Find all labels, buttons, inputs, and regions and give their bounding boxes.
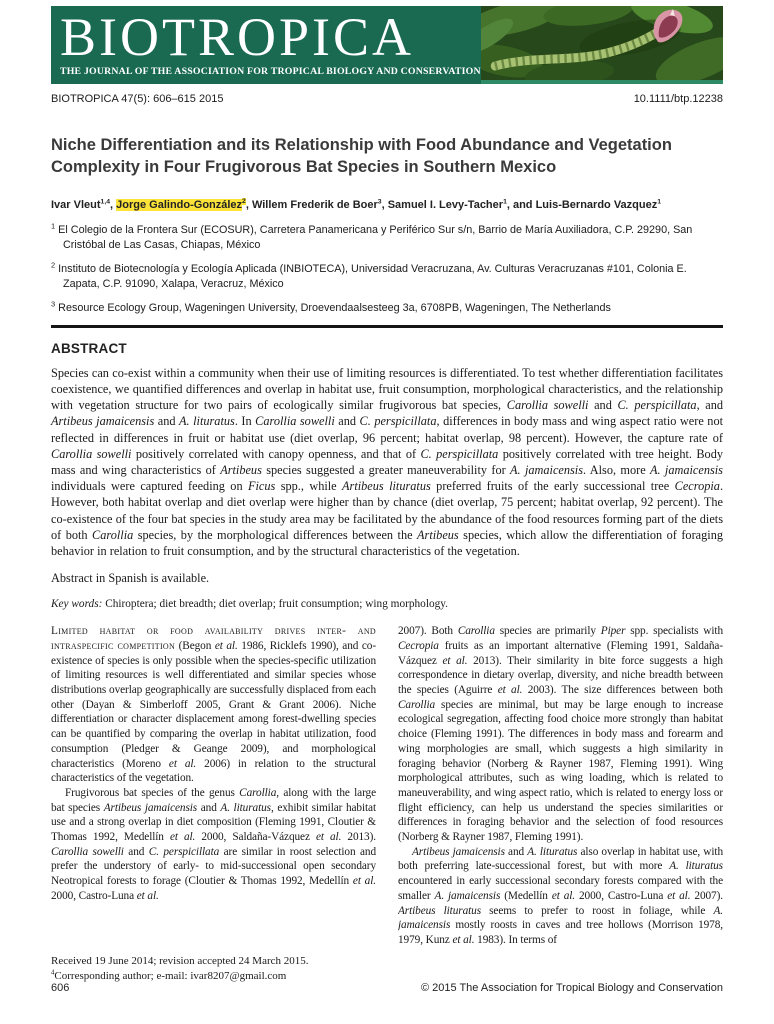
affiliation-text: Instituto de Biotecnología y Ecología Aplicada (INBIOTECA), Universidad Veracruzana, Av. Culturas Veracruzanas #101, Colonia E. Zapata, C.P. 91090, Xalapa, Veracruz, México <box>58 262 687 291</box>
journal-logo-tagline: THE JOURNAL OF THE ASSOCIATION FOR TROPICAL BIOLOGY AND CONSERVATION <box>60 66 481 77</box>
affiliation-text: Resource Ecology Group, Wageningen University, Droevendaalsesteeg 3a, 6708PB, Wageningen, The Netherlands <box>58 302 611 315</box>
left-column <box>51 624 376 984</box>
article-title: Niche Differentiation and its Relationship with Food Abundance and Vegetation Complexity in Four Frugivorous Bat Species in Southern Mexico <box>51 136 672 176</box>
journal-banner <box>51 6 723 84</box>
affiliation-1 <box>51 220 723 254</box>
author-line: Ivar Vleut$^{1,4}$, Jorge Galindo-González$^2$, Willem Frederik de Boer$^3$, Samuel I. Levy-Tacher$^1$, and Luis-Bernardo Vazquez$^1$ <box>51 197 662 211</box>
received-note: Received 19 June 2014; revision accepted 24 March 2015. <box>51 955 309 968</box>
affiliation-text: El Colegio de la Frontera Sur (ECOSUR), Carretera Panamericana y Periférico Sur s/n, Barrio de María Auxiliadora, C.P. 29290, San Cristóbal de Las Casas, Chiapas, México <box>58 223 693 252</box>
journal-meta-row <box>51 93 723 105</box>
affiliation-number: 3 <box>51 299 56 309</box>
body-paragraph: Artibeus jamaicensis and A. lituratus also overlap in habitat use, with both preferring late-successional forest, but with more A. lituratus encountered in early successional secondary forests compared with the smaller A. jamaicensis (Medellín et al. 2000, Castro-Luna et al. 2007). Artibeus lituratus seems to prefer to roost in foliage, while A. jamaicensis mostly roosts in caves and tree hollows (Morrison 1978, 1979, Kunz et al. 1983). In terms of <box>398 845 723 946</box>
keywords-label: Key words: <box>51 598 103 611</box>
page-number: 606 <box>51 982 70 994</box>
body-paragraph: 2007). Both Carollia species are primarily Piper spp. specialists with Cecropia fruits as an important alternative (Fleming 1991, Saldaña-Vázquez et al. 2013). Their similarity in bite force suggests a high correspondence in dietary overlap, diversity, and niche breadth between the species (Aguirre et al. 2003). The size differences between both Carollia species are minimal, but may be large enough to increase ecological segregation, affecting food choice more strongly than habitat choice (Fleming 1991). The differences in body mass and forearm and wing morphologies are small, which suggests a high similarity in foraging behavior (Norberg & Rayner 1987, Fleming 1991). Wing morphological attributes, such as wing loading, which is related to maneuverability, and wing aspect ratio, which is related to energy loss or flight efficiency, can help us understand the species similarities or differences in foraging behavior and the selection of food resources (Norberg & Rayner 1987, Fleming 1991). <box>398 625 723 844</box>
affiliations <box>51 220 723 317</box>
page-footer <box>51 982 723 994</box>
snake-illustration <box>481 6 723 84</box>
spanish-abstract-note: Abstract in Spanish is available. <box>51 571 210 586</box>
corresponding-author-note: $^4$Corresponding author; e-mail: ivar8207@gmail.com <box>51 969 287 983</box>
copyright: © 2015 The Association for Tropical Biology and Conservation <box>420 982 723 994</box>
citation: BIOTROPICA 47(5): 606–615 2015 <box>51 93 224 105</box>
body-paragraph: Limited habitat or food availability drives inter- and intraspecific competition (Begon et al. 1986, Ricklefs 1990), and co-existence of species is only possible when the species-specific utilization of limiting resources is well differentiated and similar species whose distributions overlap geographically are successfully displaced from each other (Dayan & Simberloff 2005, Grant & Grant 2006). Niche differentiation or character displacement among forest-dwelling species can be quantified by comparing the overlap in habitat utilization, food consumption (Pledger & Geange 2009), and morphological characteristics (Moreno et al. 2006) in relation to the structural characteristics of the vegetation. <box>51 625 376 785</box>
body-paragraph: Frugivorous bat species of the genus Carollia, along with the large bat species Artibeus jamaicensis and A. lituratus, exhibit similar habitat use and a strong overlap in diet composition (Fleming 1991, Cloutier & Thomas 1992, Medellín et al. 2000, Saldaña-Vázquez et al. 2013). Carollia sowelli and C. perspicillata are similar in roost selection and prefer the understory of early- to mid-successional open secondary Neotropical forests to forage (Cloutier & Thomas 1992, Medellín et al. 2000, Castro-Luna et al. <box>51 786 376 902</box>
affiliation-2 <box>51 262 723 293</box>
journal-logo <box>51 6 481 84</box>
journal-logo-title: BIOTROPICA <box>60 7 415 68</box>
section-divider <box>51 325 723 328</box>
affiliation-number: 1 <box>51 220 56 230</box>
doi: 10.1111/btp.12238 <box>633 93 723 105</box>
abstract-text: Species can co-exist within a community when their use of limiting resources is differentiated. To test whether differentiation facilitates coexistence, we quantified differences and overlap in habitat use, fruit consumption, morphological characteristics, and the relationship with vegetation structure for two pairs of ecologically similar frugivorous bat species, Carollia sowelli and C. perspicillata, and Artibeus jamaicensis and A. lituratus. In Carollia sowelli and C. perspicillata, differences in body mass and wing aspect ratio were not reflected in differences in fruit or habitat use (diet overlap, 96 percent; habitat overlap, 98 percent). However, the capture rate of Carollia sowelli positively correlated with canopy openness, and that of C. perspicillata positively correlated with tree height. Body mass and wing characteristics of Artibeus species suggested a greater maneuverability for A. jamaicensis. Also, more A. jamaicensis individuals were captured feeding on Ficus spp., while Artibeus lituratus preferred fruits of the early successional tree Cecropia. However, both habitat overlap and diet overlap were higher than by chance (diet overlap, 75 percent; habitat overlap, 92 percent). The co-existence of the four bat species in the study area may be facilitated by the abundance of the food resources forming part of the diets of both Carollia species, by the morphological differences between the Artibeus species, which allow the differentiation of foraging behavior in relation to fruit consumption, and by the structural characteristics of the vegetation. <box>51 365 724 558</box>
keywords-line <box>51 598 723 610</box>
snake-photo <box>481 6 723 84</box>
keywords-list: Chiroptera; diet breadth; diet overlap; fruit consumption; wing morphology. <box>105 598 448 611</box>
abstract-heading: ABSTRACT <box>51 340 127 356</box>
right-column <box>398 624 723 984</box>
footnotes <box>51 944 376 984</box>
page-content <box>51 0 723 984</box>
body-columns <box>51 624 723 984</box>
affiliation-3 <box>51 301 723 317</box>
affiliation-number: 2 <box>51 260 56 270</box>
